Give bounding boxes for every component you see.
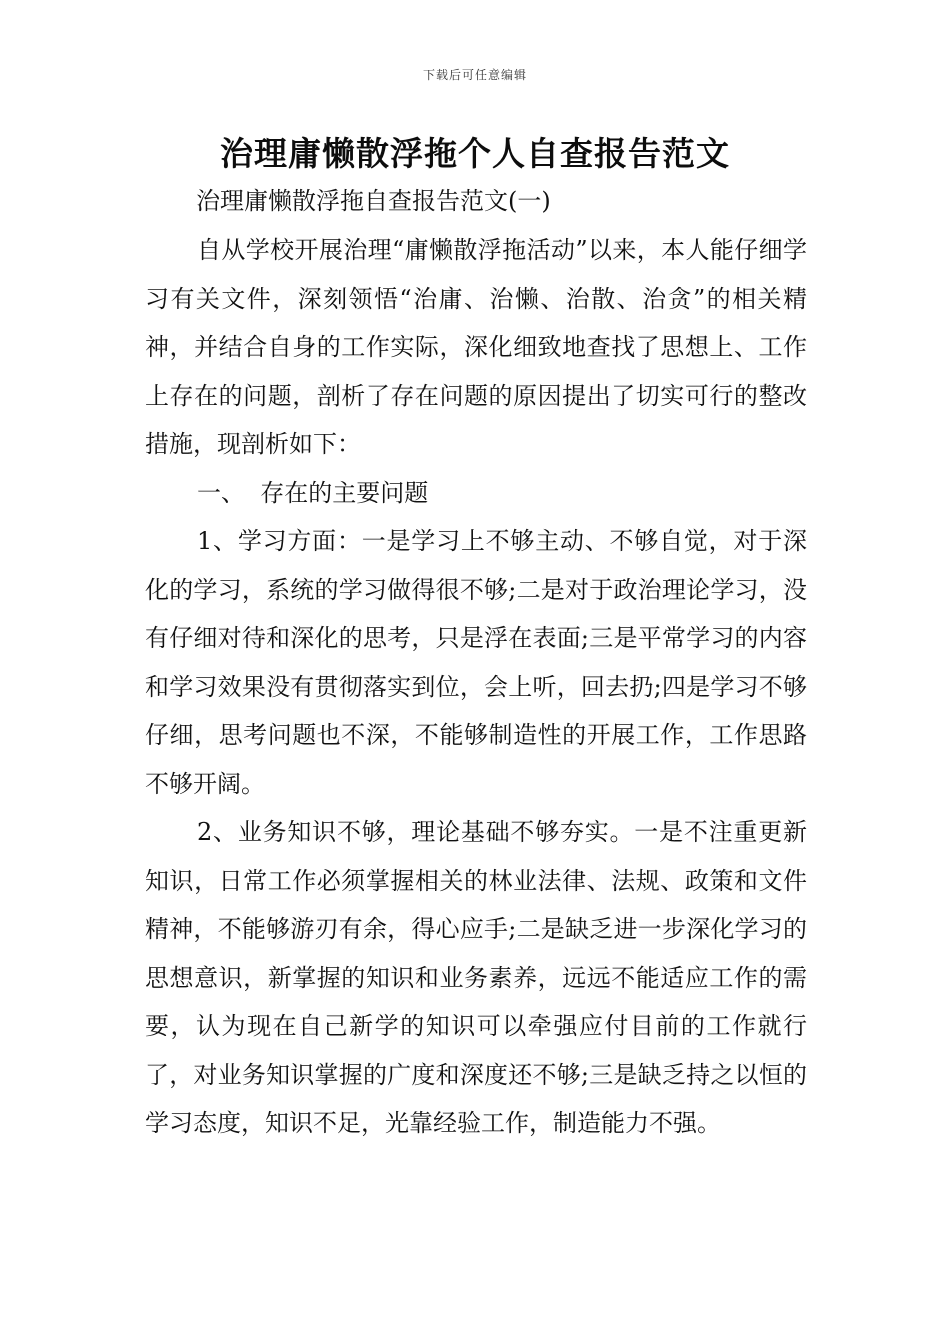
header-note: 下载后可任意编辑 xyxy=(422,68,527,82)
intro-paragraph: 自从学校开展治理“庸懒散浮拖活动”以来，本人能仔细学习有关文件，深刻领悟“治庸、治懒、治散、治贪”的相关精神，并结合自身的工作实际，深化细致地查找了思想上、工作上存在的问题，剖析了存在问题的原因提出了切实可行的整改措施，现剖析如下： xyxy=(145,236,807,458)
document-title: 治理庸懒散浮拖个人自查报告范文 xyxy=(220,134,730,173)
item-paragraph-2: 2、业务知识不够，理论基础不够夯实。一是不注重更新知识，日常工作必须掌握相关的林业法律、法规、政策和文件精神，不能够游刃有余，得心应手;二是缺乏进一步深化学习的思想意识，新掌握的知识和业务素养，远远不能适应工作的需要，认为现在自己新学的知识可以牵强应付目前的工作就行了，对业务知识掌握的广度和深度还不够;三是缺乏持之以恒的学习态度，知识不足，光靠经验工作，制造能力不强。 xyxy=(145,818,807,1137)
document-body xyxy=(145,226,807,1148)
document-subtitle: 治理庸懒散浮拖自查报告范文(一) xyxy=(196,187,551,215)
item-paragraph-1: 1、学习方面：一是学习上不够主动、不够自觉，对于深化的学习，系统的学习做得很不够;二是对于政治理论学习，没有仔细对待和深化的思考，只是浮在表面;三是平常学习的内容和学习效果没有贯彻落实到位，会上听，回去扔;四是学习不够仔细，思考问题也不深，不能够制造性的开展工作，工作思路不够开阔。 xyxy=(145,527,807,798)
section-heading: 一、 存在的主要问题 xyxy=(197,478,429,507)
